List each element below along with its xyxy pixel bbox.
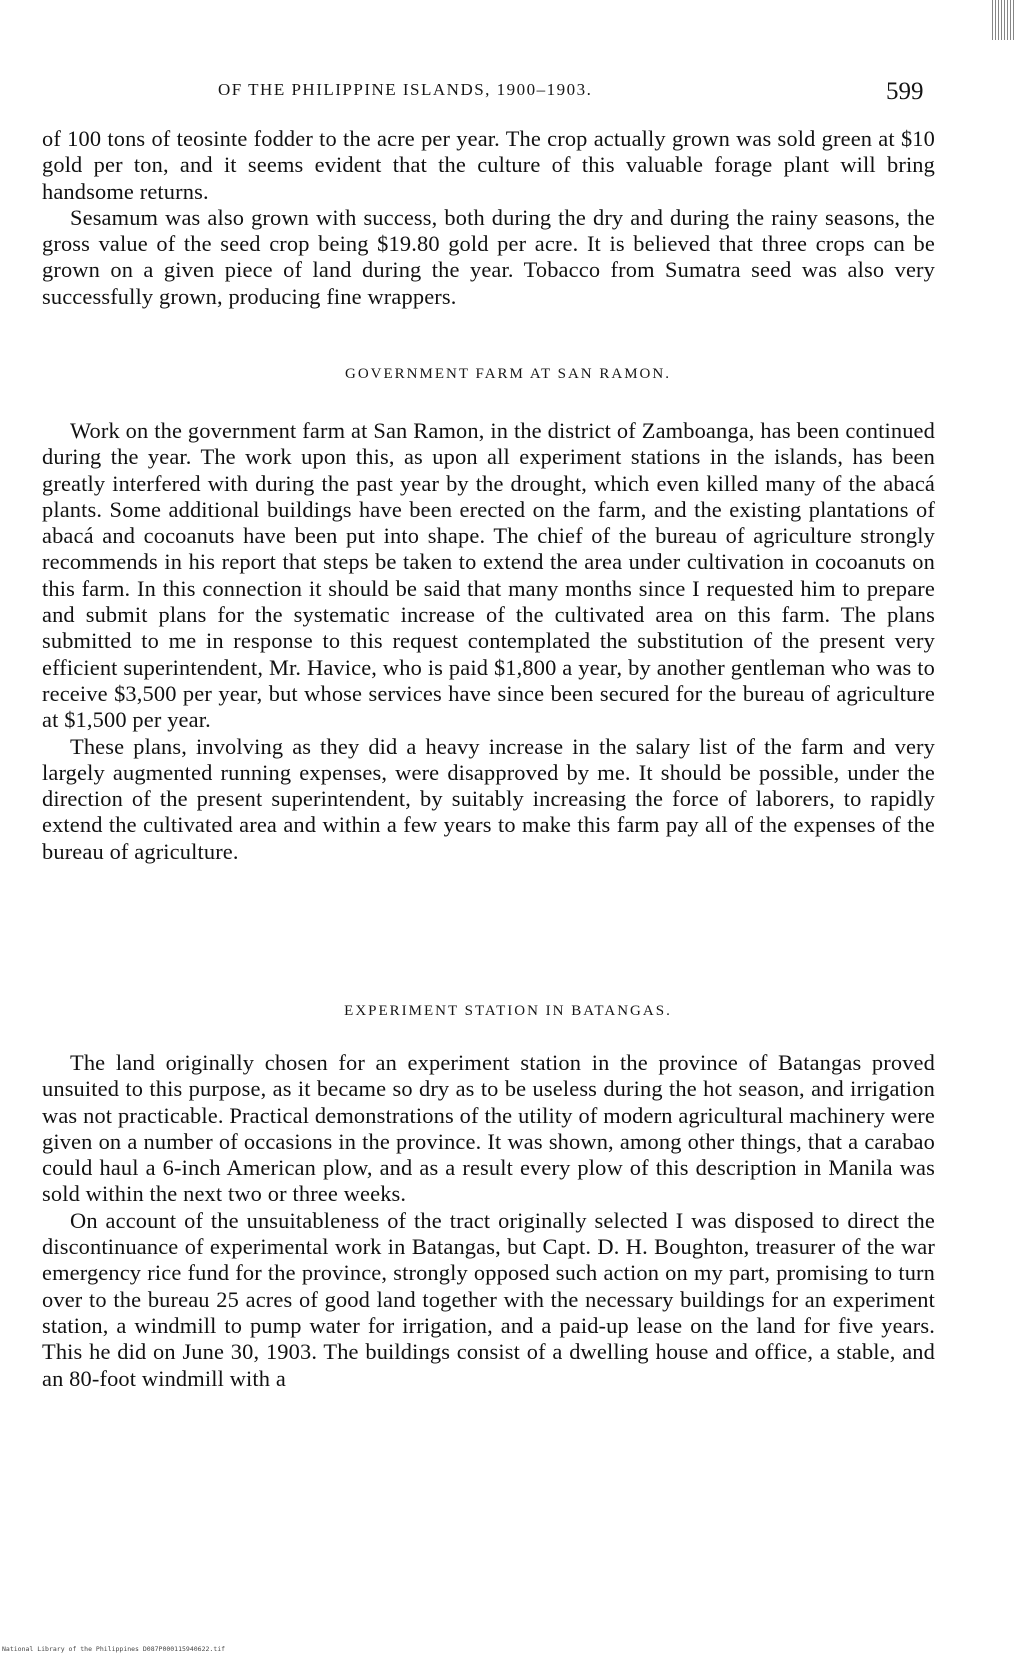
san-ramon-section [42,418,935,865]
san-ramon-paragraph-1: Work on the government farm at San Ramon, in the district of Zamboanga, has been continued during the year. The work upon this, as upon all experiment stations in the islands, has been greatly interfered with during the past year by the drought, which even killed many of the abacá plants. Some additional buildings have been erected on the farm, and the existing plantations of abacá and cocoanuts have been put into shape. The chief of the bureau of agriculture strongly recommends in his report that steps be taken to extend the area under cultivation in cocoanuts on this farm. In this connection it should be said that many months since I requested him to prepare and submit plans for the systematic increase of the cultivated area on this farm. The plans submitted to me in response to this request contemplated the substitution of the present very efficient superintendent, Mr. Havice, who is paid $1,800 a year, by another gentleman who was to receive $3,500 per year, but whose services have since been secured for the bureau of agriculture at $1,500 per year. [42,418,935,733]
scan-corner-marks [992,0,1016,40]
batangas-section [42,1050,935,1392]
scan-footer-note: National Library of the Philippines D087P000115940622.tif [2,1645,226,1653]
intro-section [42,126,935,310]
intro-paragraph-1: of 100 tons of teosinte fodder to the acre per year. The crop actually grown was sold green at $10 gold per ton, and it seems evident that the culture of this valuable forage plant will bring handsome returns. [42,126,935,204]
heading-san-ramon: GOVERNMENT FARM AT SAN RAMON. [345,366,671,382]
running-title: OF THE PHILIPPINE ISLANDS, 1900–1903. [218,80,593,99]
heading-batangas: EXPERIMENT STATION IN BATANGAS. [344,1003,672,1019]
batangas-paragraph-2: On account of the unsuitableness of the tract originally selected I was disposed to direct the discontinuance of experimental work in Batangas, but Capt. D. H. Boughton, treasurer of the war emergency rice fund for the province, strongly opposed such action on my part, promising to turn over to the bureau 25 acres of good land together with the necessary buildings for an experiment station, a windmill to pump water for irrigation, and a paid-up lease on the land for five years. This he did on June 30, 1903. The buildings consist of a dwelling house and office, a stable, and an 80-foot windmill with a [42,1207,935,1391]
san-ramon-paragraph-2: These plans, involving as they did a heavy increase in the salary list of the farm and very largely augmented running expenses, were disapproved by me. It should be possible, under the direction of the present superintendent, by suitably increasing the force of laborers, to rapidly extend the cultivated area and within a few years to make this farm pay all of the expenses of the bureau of agriculture. [42,733,935,864]
page-number: 599 [886,78,924,105]
batangas-paragraph-1: The land originally chosen for an experiment station in the province of Batangas proved unsuited to this purpose, as it became so dry as to be useless during the hot season, and irrigation was not practicable. Practical demonstrations of the utility of modern agricultural machinery were given on a number of occasions in the province. It was shown, among other things, that a carabao could haul a 6-inch American plow, and as a result every plow of this description in Manila was sold within the next two or three weeks. [42,1050,935,1207]
intro-paragraph-2: Sesamum was also grown with success, both during the dry and during the rainy seasons, the gross value of the seed crop being $19.80 gold per acre. It is believed that three crops can be grown on a given piece of land during the year. Tobacco from Sumatra seed was also very successfully grown, producing fine wrappers. [42,204,935,309]
